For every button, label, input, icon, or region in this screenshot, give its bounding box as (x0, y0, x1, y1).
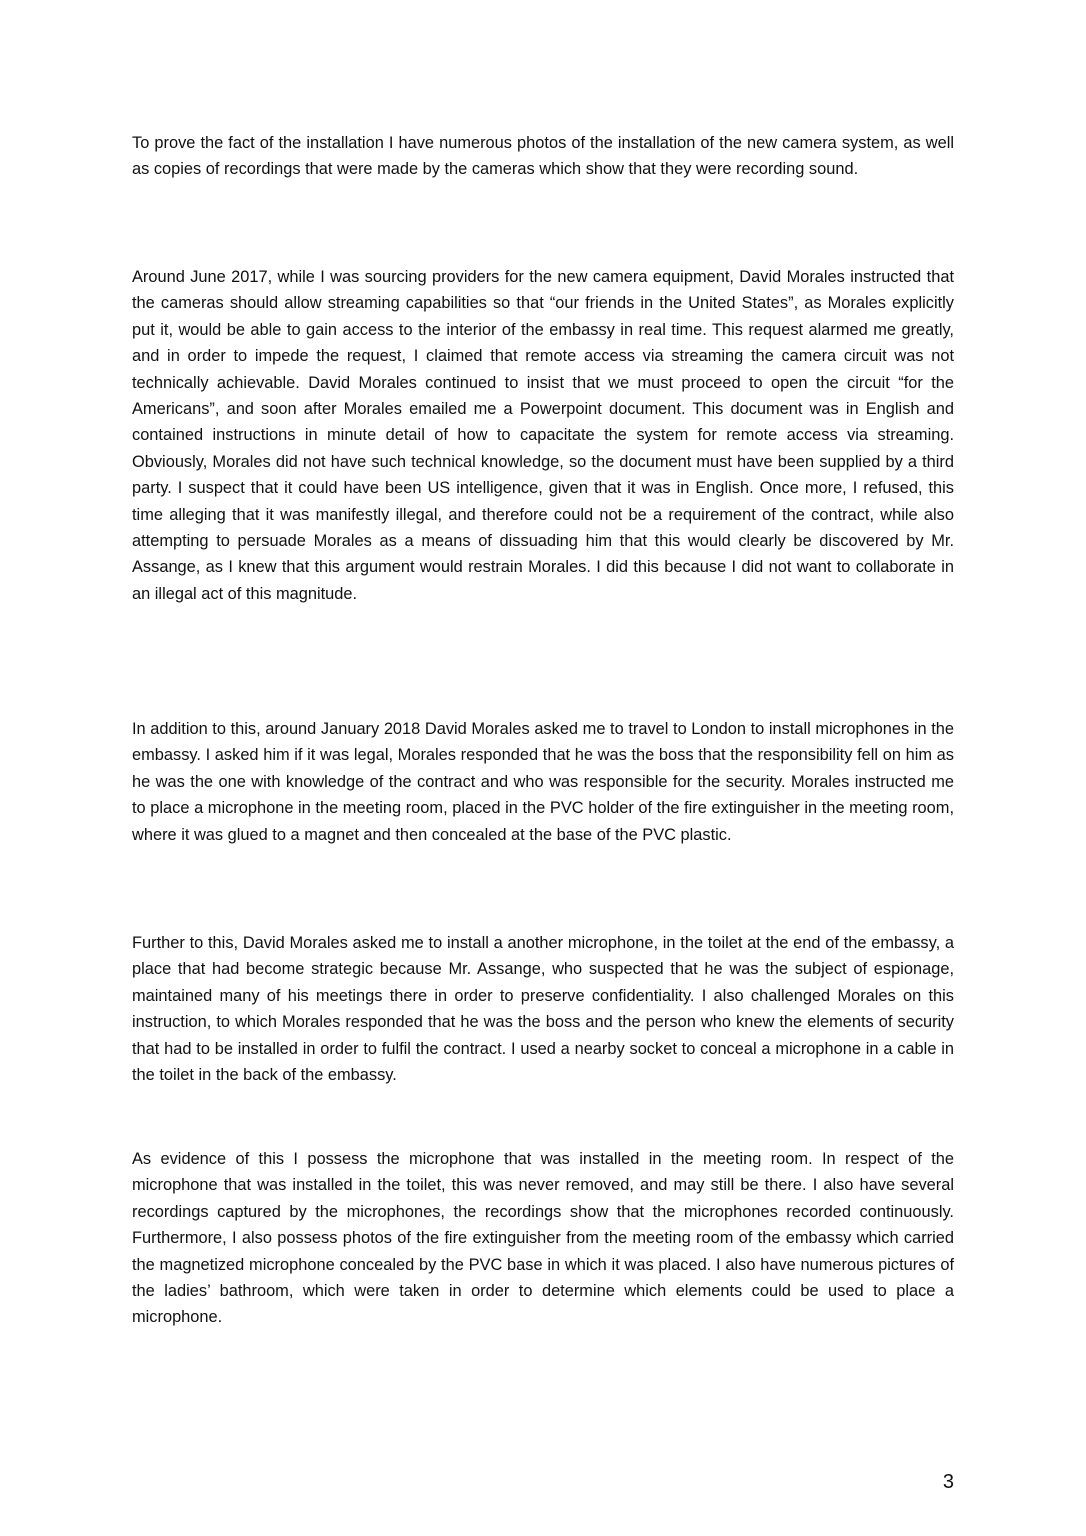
page-number: 3 (942, 1471, 954, 1493)
paragraph-evidence: As evidence of this I possess the microphone that was installed in the meeting room. In respect of the microphone that was installed in the toilet, this was never removed, and may still be there. I also have several recordings captured by the microphones, the recordings show that the microphones recorded continuously. Furthermore, I also possess photos of the fire extinguisher from the meeting room of the embassy which carried the magnetized microphone concealed by the PVC base in which it was placed. I also have numerous pictures of the ladies’ bathroom, which were taken in order to determine which elements could be used to place a microphone. (132, 1150, 954, 1327)
paragraph-streaming-request: Around June 2017, while I was sourcing providers for the new camera equipment, David Morales instructed that the cameras should allow streaming capabilities so that “our friends in the United States”, as Morales explicitly put it, would be able to gain access to the interior of the embassy in real time. This request alarmed me greatly, and in order to impede the request, I claimed that remote access via streaming the camera circuit was not technically achievable. David Morales continued to insist that we must proceed to open the circuit “for the Americans”, and soon after Morales emailed me a Powerpoint document. This document was in English and contained instructions in minute detail of how to capacitate the system for remote access via streaming. Obviously, Morales did not have such technical knowledge, so the document must have been supplied by a third party. I suspect that it could have been US intelligence, given that it was in English. Once more, I refused, this time alleging that it was manifestly illegal, and therefore could not be a requirement of the contract, while also attempting to persuade Morales as a means of dissuading him that this would clearly be discovered by Mr. Assange, as I knew that this argument would restrain Morales. I did this because I did not want to collaborate in an illegal act of this magnitude. (132, 268, 954, 603)
paragraph-toilet-microphone: Further to this, David Morales asked me to install a another microphone, in the toilet at the end of the embassy, a place that had become strategic because Mr. Assange, who suspected that he was the subject of espionage, maintained many of his meetings there in order to preserve confidentiality. I also challenged Morales on this instruction, to which Morales responded that he was the boss and the person who knew the elements of security that had to be installed in order to fulfil the contract. I used a nearby socket to conceal a microphone in a cable in the toilet in the back of the embassy. (132, 934, 954, 1085)
paragraph-installation-photos: To prove the fact of the installation I have numerous photos of the installation of the new camera system, as well as copies of recordings that were made by the cameras which show that they were recording sound. (132, 134, 954, 179)
paragraph-meeting-room-microphone: In addition to this, around January 2018 David Morales asked me to travel to London to install microphones in the embassy. I asked him if it was legal, Morales responded that he was the boss that the responsibility fell on him as he was the one with knowledge of the contract and who was responsible for the security. Morales instructed me to place a microphone in the meeting room, placed in the PVC holder of the fire extinguisher in the meeting room, where it was glued to a magnet and then concealed at the base of the PVC plastic. (132, 720, 954, 844)
